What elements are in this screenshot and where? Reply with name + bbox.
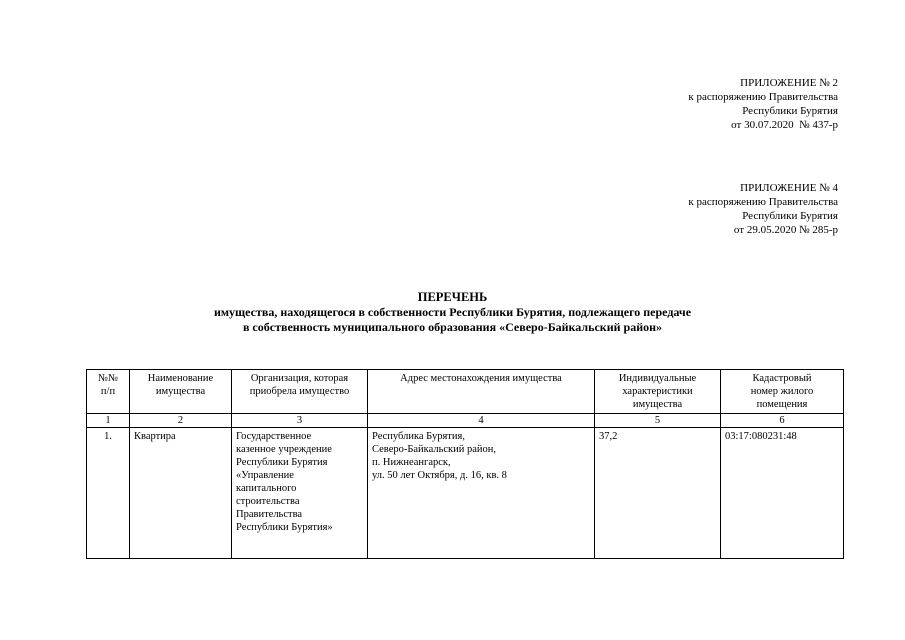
appendix-block-2: [688, 181, 838, 237]
document-title: ПЕРЕЧЕНЬ: [417, 290, 488, 304]
column-number: 6: [721, 414, 844, 428]
appendix-line: Республики Бурятия: [742, 105, 838, 117]
column-number: 3: [232, 414, 368, 428]
column-number-row: [87, 414, 844, 428]
appendix-title: ПРИЛОЖЕНИЕ № 4: [740, 182, 838, 194]
header-cell-characteristics: Индивидуальные характеристики имущества: [595, 370, 721, 414]
header-cell-organization: Организация, которая приобрела имущество: [232, 370, 368, 414]
column-number: 1: [87, 414, 130, 428]
document-subtitle-line: имущества, находящегося в собственности Республики Бурятия, подлежащего передаче: [213, 305, 692, 319]
appendix-date-number: от 30.07.2020 № 437-р: [731, 119, 838, 131]
characteristics-cell: 37,2: [595, 428, 721, 559]
table-row: [87, 428, 844, 559]
appendix-title: ПРИЛОЖЕНИЕ № 2: [740, 77, 838, 89]
table-header-row: [87, 370, 844, 414]
property-name: Квартира: [130, 428, 232, 559]
header-cell-cadastral: Кадастровый номер жилого помещения: [721, 370, 844, 414]
column-number: 5: [595, 414, 721, 428]
address-cell: Республика Бурятия, Северо-Байкальский район, п. Нижнеангарск, ул. 50 лет Октября, д. 16, кв. 8: [368, 428, 595, 559]
appendix-line: к распоряжению Правительства: [688, 91, 838, 103]
appendix-line: Республики Бурятия: [742, 210, 838, 222]
appendix-block-1: [688, 76, 838, 132]
column-number: 4: [368, 414, 595, 428]
header-cell-name: Наименование имущества: [130, 370, 232, 414]
column-number: 2: [130, 414, 232, 428]
document-subtitle-line: в собственность муниципального образования «Северо-Байкальский район»: [242, 320, 663, 334]
organization-cell: Государственное казенное учреждение Республики Бурятия «Управление капитального строительства Правительства Республики Бурятия»: [232, 428, 368, 559]
document-title-block: [0, 290, 905, 335]
cadastral-number-cell: 03:17:080231:48: [721, 428, 844, 559]
header-cell-number: №№ п/п: [87, 370, 130, 414]
appendix-line: к распоряжению Правительства: [688, 196, 838, 208]
property-table: [86, 369, 844, 559]
row-number: 1.: [87, 428, 130, 559]
appendix-date-number: от 29.05.2020 № 285-р: [733, 224, 838, 236]
header-cell-address: Адрес местонахождения имущества: [368, 370, 595, 414]
